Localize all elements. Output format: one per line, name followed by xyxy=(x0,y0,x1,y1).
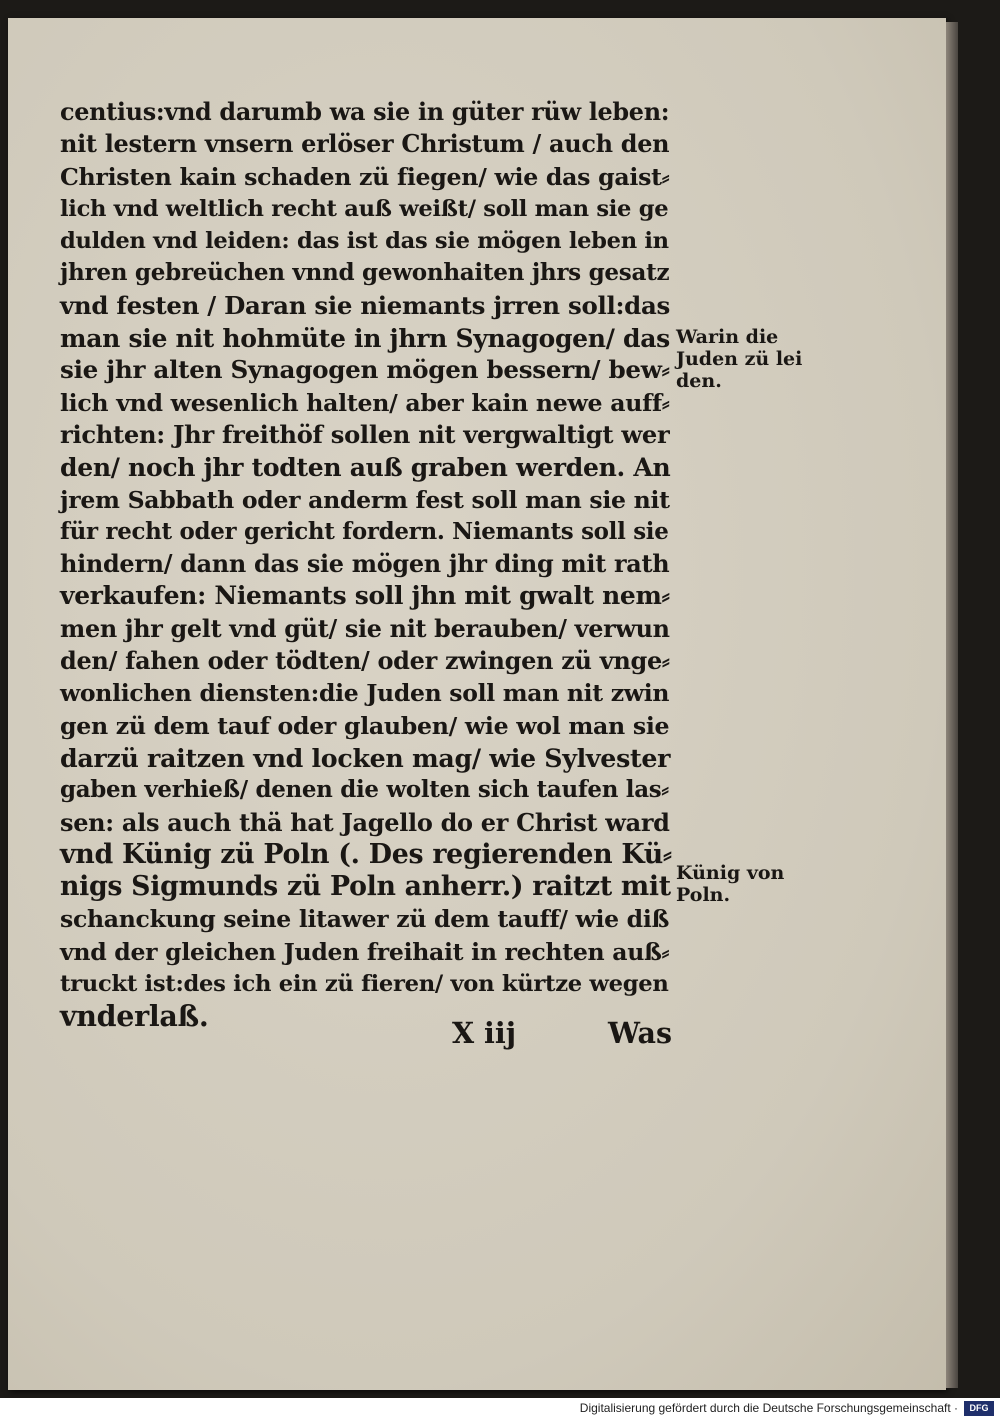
text-line: lich vnd weltlich recht auß weißt/ soll man sie ge xyxy=(60,195,669,222)
text-line: vnd festen / Daran sie niemants jrren soll:das xyxy=(60,290,670,320)
text-line: Christen kain schaden zü fiegen/ wie das gaist⸗ xyxy=(60,162,670,191)
text-line: jrem Sabbath oder anderm fest soll man sie nit xyxy=(60,485,670,514)
text-line: gen zü dem tauf oder glauben/ wie wol man sie xyxy=(60,711,670,740)
marginal-note-line: Juden zü lei xyxy=(676,348,803,370)
text-line: gaben verhieß/ denen die wolten sich taufen las⸗ xyxy=(60,776,669,804)
footer-credit: Digitalisierung gefördert durch die Deutsche Forschungsgemeinschaft · xyxy=(579,1401,958,1415)
text-line: man sie nit hohmüte in jhrn Synagogen/ das xyxy=(60,323,670,354)
marginal-note-line: Künig von xyxy=(676,862,785,884)
text-line: den/ noch jhr todten auß graben werden. An xyxy=(60,452,671,483)
text-line: sie jhr alten Synagogen mögen bessern/ bew⸗ xyxy=(60,355,670,385)
dfg-logo: DFG xyxy=(964,1401,994,1416)
text-line: truckt ist:des ich ein zü fieren/ von kürtze wegen xyxy=(60,971,669,998)
body-text xyxy=(60,96,672,1033)
marginal-note-king xyxy=(676,862,784,906)
text-line: vnderlaß. xyxy=(60,999,209,1034)
catchline xyxy=(452,1016,672,1056)
text-line: lich vnd wesenlich halten/ aber kain newe auff⸗ xyxy=(60,388,670,417)
text-line: dulden vnd leiden: das ist das sie mögen leben in xyxy=(60,228,669,255)
text-line: jhren gebreüchen vnnd gewonhaiten jhrs gesatz xyxy=(60,259,670,287)
catchword: Was xyxy=(607,1016,672,1050)
marginal-note-jews xyxy=(676,326,802,392)
text-line: darzü raitzen vnd locken mag/ wie Sylvester xyxy=(60,742,671,773)
text-line: richten: Jhr freithöf sollen nit vergwaltigt wer xyxy=(60,419,670,449)
digitization-footer xyxy=(0,1398,1000,1420)
text-line: hindern/ dann das sie mögen jhr ding mit rath xyxy=(60,550,670,579)
marginal-note-line: Poln. xyxy=(676,884,731,906)
text-line: centius:vnd darumb wa sie in güter rüw leben: xyxy=(60,98,670,126)
text-line: vnd der gleichen Juden freihait in rechten auß⸗ xyxy=(60,937,670,966)
text-line: men jhr gelt vnd güt/ sie nit berauben/ verwun xyxy=(60,614,670,643)
text-line: nigs Sigmunds zü Poln anherr.) raitzt mit xyxy=(60,871,671,903)
text-line: wonlichen diensten:die Juden soll man nit zwin xyxy=(60,679,670,708)
marginal-note-line: den. xyxy=(676,370,722,392)
text-line: schanckung seine litawer zü dem tauff/ wie diß xyxy=(60,905,670,934)
text-line: nit lestern vnsern erlöser Christum / auch den xyxy=(60,130,670,159)
page-edge xyxy=(946,22,958,1388)
text-line: verkaufen: Niemants soll jhn mit gwalt nem⸗ xyxy=(60,581,670,611)
marginal-note-line: Warin die xyxy=(676,326,779,348)
text-line: sen: als auch thä hat Jagello do er Christ ward xyxy=(60,807,670,837)
text-line: für recht oder gericht fordern. Niemants soll sie xyxy=(60,517,669,545)
text-line: vnd Künig zü Poln (. Des regierenden Kü⸗ xyxy=(60,838,672,870)
signature-mark: X iij xyxy=(452,1016,516,1050)
text-line: den/ fahen oder tödten/ oder zwingen zü vnge⸗ xyxy=(60,646,670,676)
